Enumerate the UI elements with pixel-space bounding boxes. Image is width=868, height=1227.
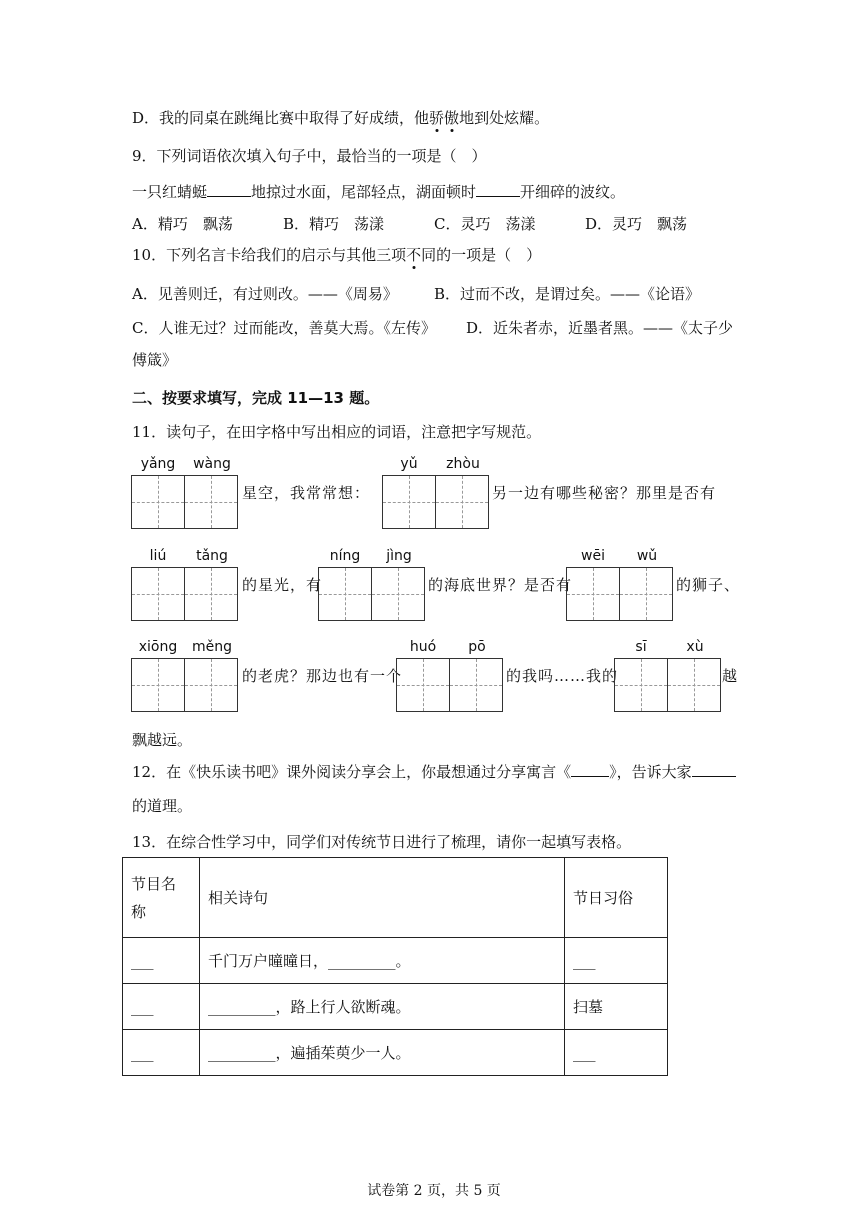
pinyin: sī — [635, 639, 647, 655]
q11-text: 星空，我常常想： — [242, 484, 371, 502]
emphasis-char: 傲 — [444, 109, 460, 127]
tianzige-box[interactable] — [131, 475, 238, 529]
q13-stem: 13．在综合性学习中，同学们对传统节日进行了梳理，请你一起填写表格。 — [132, 833, 632, 851]
custom-cell: 扫墓 — [565, 984, 668, 1030]
tianzige-cell[interactable] — [185, 568, 237, 620]
answer-blank[interactable] — [692, 762, 736, 777]
header-custom: 节日习俗 — [565, 858, 668, 938]
q9-option-c[interactable]: C．灵巧 荡漾 — [434, 215, 536, 233]
festival-name-cell[interactable]: ___ — [123, 984, 200, 1030]
answer-blank[interactable] — [476, 182, 520, 197]
q11-text: 的海底世界？是否有 — [428, 576, 573, 594]
pinyin: wēi — [581, 548, 605, 564]
table-header-row — [123, 858, 668, 938]
q9-option-d[interactable]: D．灵巧 飘荡 — [585, 215, 688, 233]
tianzige-cell[interactable] — [450, 659, 502, 711]
q10-stem-a: 10．下列名言卡给我们的启示与其他三项 — [132, 246, 407, 264]
q11-text: 的老虎？那边也有一个 — [242, 667, 403, 685]
poem-text: ，路上行人欲断魂。 — [275, 998, 411, 1016]
header-name-b: 称 — [131, 902, 147, 921]
section-title: 二、按要求填写，完成 11—13 题。 — [132, 389, 380, 407]
q10-stem — [132, 245, 541, 265]
header-poem: 相关诗句 — [200, 858, 565, 938]
answer-blank[interactable] — [571, 762, 609, 777]
pinyin: wǔ — [636, 548, 658, 564]
pinyin: níng — [329, 548, 361, 564]
festival-name-cell[interactable]: ___ — [123, 1030, 200, 1076]
tianzige-cell[interactable] — [185, 659, 237, 711]
q11-text: 的狮子、 — [676, 576, 741, 594]
tianzige-cell[interactable] — [185, 476, 237, 528]
custom-cell[interactable]: ___ — [565, 938, 668, 984]
tianzige-cell[interactable] — [319, 568, 372, 620]
q11-text: 越 — [722, 667, 739, 685]
q12-line2: 的道理。 — [132, 797, 193, 815]
poem-text: ，遍插茱萸少一人。 — [275, 1044, 411, 1062]
q10-option-d-cont: 傅箴》 — [132, 351, 178, 369]
tianzige-box[interactable] — [566, 567, 673, 621]
tianzige-cell[interactable] — [436, 476, 488, 528]
pinyin: zhòu — [446, 456, 480, 472]
pinyin: xiōng — [138, 639, 178, 655]
tianzige-box[interactable] — [131, 658, 238, 712]
q9-sentence — [132, 182, 625, 202]
q10-option-b[interactable]: B．过而不改，是谓过矣。——《论语》 — [434, 285, 701, 303]
pinyin: měng — [191, 639, 232, 655]
festival-name-cell[interactable]: ___ — [123, 938, 200, 984]
tianzige-cell[interactable] — [397, 659, 450, 711]
pinyin: jìng — [386, 548, 412, 564]
page-footer: 试卷第 2 页，共 5 页 — [367, 1183, 501, 1199]
tianzige-cell[interactable] — [132, 568, 185, 620]
pinyin: liú — [149, 548, 167, 564]
pinyin: yǔ — [400, 456, 418, 472]
q9-sentence-part: 一只红蜻蜓 — [132, 183, 208, 201]
poem-blank[interactable]: _________ — [208, 1044, 276, 1062]
pinyin: pō — [468, 639, 486, 655]
q11-stem: 11．读句子，在田字格中写出相应的词语，注意把字写规范。 — [132, 423, 542, 441]
tianzige-cell[interactable] — [567, 568, 620, 620]
tianzige-cell[interactable] — [132, 476, 185, 528]
q10-option-c[interactable]: C．人谁无过？过而能改，善莫大焉。《左传》 — [132, 319, 436, 337]
emphasis-char: 骄 — [429, 109, 445, 127]
pinyin: xù — [686, 639, 704, 655]
poem-text: 。 — [395, 952, 411, 970]
poem-text: 千门万户曈曈日， — [208, 952, 329, 970]
q8-option-d — [132, 108, 549, 128]
pinyin: huó — [409, 639, 437, 655]
q10-option-a[interactable]: A．见善则迁，有过则改。——《周易》 — [132, 285, 398, 303]
header-name — [123, 858, 200, 938]
q10-stem-b: 同的一项是（ ） — [421, 246, 542, 264]
tianzige-box[interactable] — [382, 475, 489, 529]
q8-option-d-suffix: 地到处炫耀。 — [459, 109, 550, 127]
q9-option-a[interactable]: A．精巧 飘荡 — [132, 215, 233, 233]
q9-stem: 9．下列词语依次填入句子中，最恰当的一项是（ ） — [132, 147, 487, 165]
tianzige-box[interactable] — [614, 658, 721, 712]
poem-cell — [200, 1030, 565, 1076]
poem-blank[interactable]: _________ — [208, 998, 276, 1016]
q9-sentence-part: 地掠过水面，尾部轻点，湖面顿时 — [251, 183, 477, 201]
tianzige-cell[interactable] — [668, 659, 720, 711]
table-row — [123, 938, 668, 984]
emphasis-char: 不 — [406, 246, 422, 264]
q11-text: 飘越远。 — [132, 731, 193, 749]
tianzige-box[interactable] — [396, 658, 503, 712]
tianzige-cell[interactable] — [372, 568, 424, 620]
q11-text: 另一边有哪些秘密？那里是否有 — [492, 484, 717, 502]
tianzige-cell[interactable] — [132, 659, 185, 711]
table-row — [123, 984, 668, 1030]
tianzige-box[interactable] — [318, 567, 425, 621]
q12-text: 12．在《快乐读书吧》课外阅读分享会上，你最想通过分享寓言《 — [132, 763, 572, 781]
table-row — [123, 1030, 668, 1076]
festival-table — [122, 857, 668, 1076]
tianzige-box[interactable] — [131, 567, 238, 621]
q11-text: 的我吗……我的 — [506, 667, 619, 685]
tianzige-cell[interactable] — [615, 659, 668, 711]
custom-cell[interactable]: ___ — [565, 1030, 668, 1076]
q8-option-d-text: D．我的同桌在跳绳比赛中取得了好成绩，他 — [132, 109, 430, 127]
pinyin: tǎng — [196, 548, 228, 564]
q12-text: 》，告诉大家 — [609, 763, 692, 781]
q9-option-b[interactable]: B．精巧 荡漾 — [283, 215, 385, 233]
q9-sentence-part: 开细碎的波纹。 — [520, 183, 626, 201]
poem-cell — [200, 984, 565, 1030]
pinyin: wàng — [193, 456, 231, 472]
poem-cell — [200, 938, 565, 984]
q12-line1 — [132, 762, 736, 782]
tianzige-cell[interactable] — [383, 476, 436, 528]
q10-option-d[interactable]: D．近朱者赤，近墨者黑。——《太子少 — [466, 319, 734, 337]
header-name-a: 节目名 — [131, 874, 177, 893]
pinyin: yǎng — [140, 456, 176, 472]
poem-blank[interactable]: _________ — [328, 952, 396, 970]
q11-text: 的星光，有 — [242, 576, 323, 594]
tianzige-cell[interactable] — [620, 568, 672, 620]
answer-blank[interactable] — [207, 182, 251, 197]
